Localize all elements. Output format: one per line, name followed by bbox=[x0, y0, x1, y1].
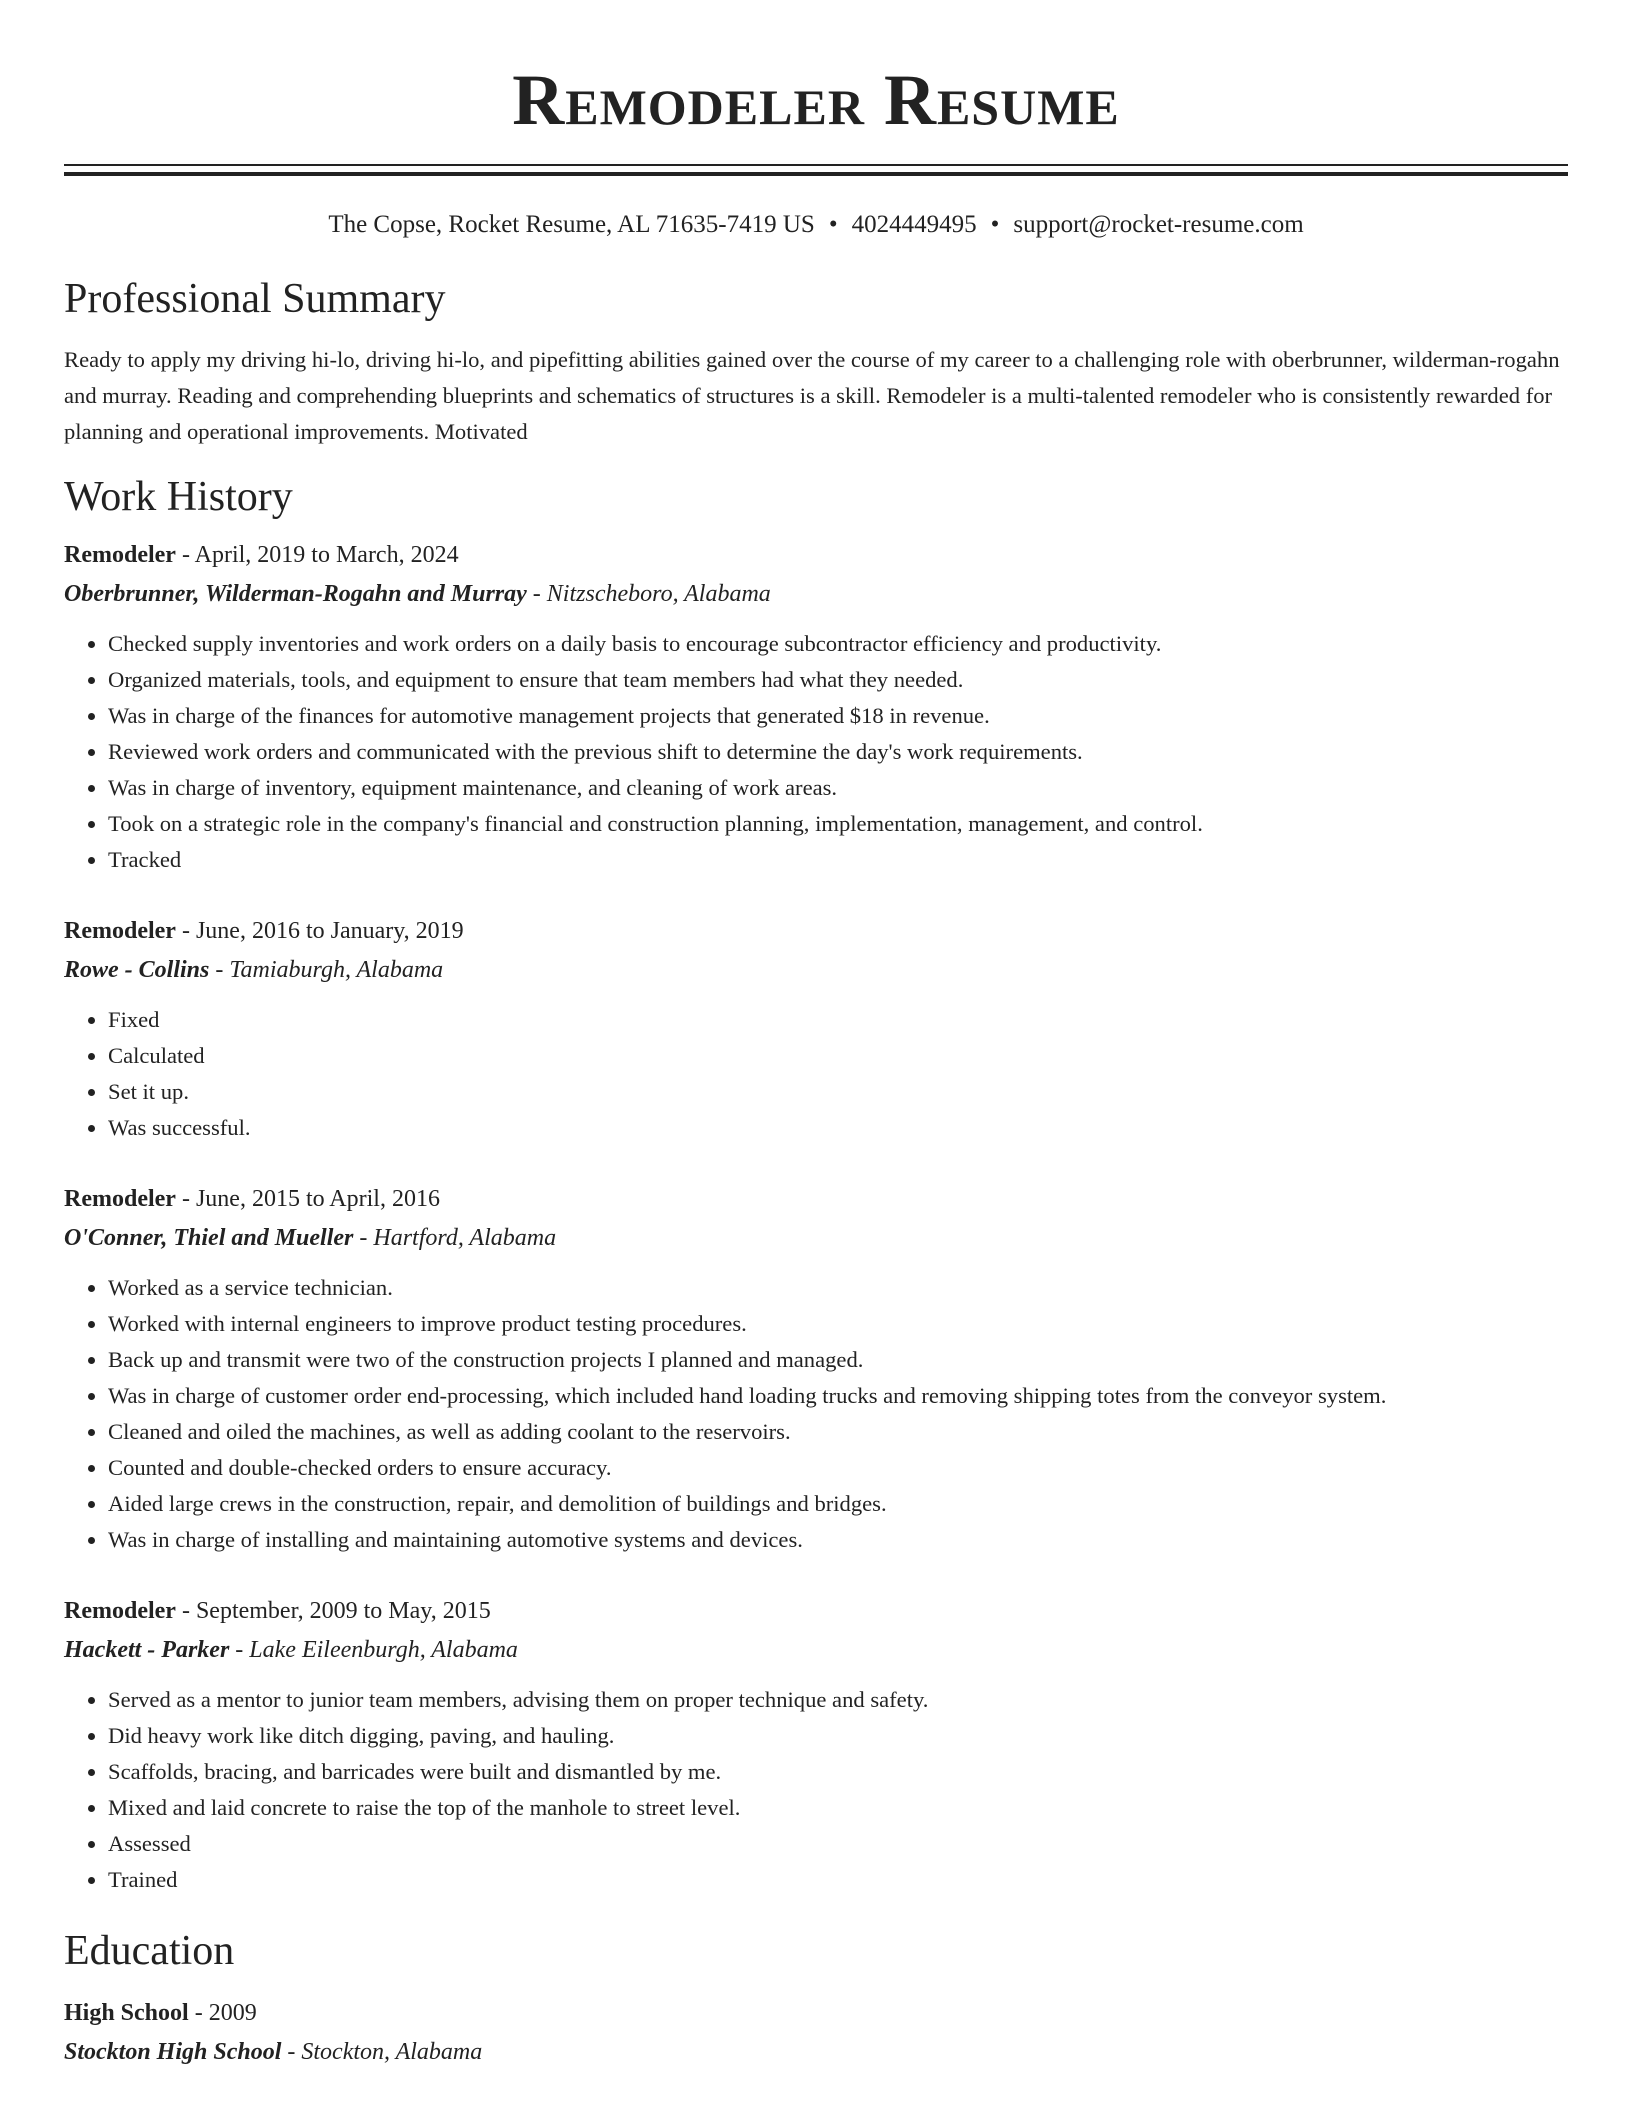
bullet-item: • Counted and double-checked orders to ensure accuracy. bbox=[108, 1450, 1568, 1486]
contact-line bbox=[64, 210, 1568, 240]
job-dates: - September, 2009 to May, 2015 bbox=[181, 1598, 491, 1624]
work-history-heading: Work History bbox=[64, 474, 293, 520]
bullet-item: • Cleaned and oiled the machines, as well as adding coolant to the reservoirs. bbox=[108, 1414, 1568, 1450]
bullet-item: • Reviewed work orders and communicated with the previous shift to determine the day's work requirements. bbox=[108, 734, 1568, 770]
contact-phone: 4024449495 bbox=[851, 211, 977, 238]
job-entry bbox=[64, 536, 1568, 878]
bullet-item: • Mixed and laid concrete to raise the top of the manhole to street level. bbox=[108, 1790, 1568, 1826]
company-name: Rowe - Collins bbox=[64, 957, 210, 983]
bullet-item: • Worked with internal engineers to improve product testing procedures. bbox=[108, 1306, 1568, 1342]
bullet-item: • Worked as a service technician. bbox=[108, 1270, 1568, 1306]
company-location: - Nitzscheboro, Alabama bbox=[532, 581, 771, 607]
company-line bbox=[64, 575, 1568, 614]
bullet-item: • Trained bbox=[108, 1862, 1568, 1898]
job-bullets bbox=[64, 1682, 1568, 1898]
company-line bbox=[64, 1219, 1568, 1258]
job-title-line bbox=[64, 1592, 1568, 1631]
company-name: O'Conner, Thiel and Mueller bbox=[64, 1225, 354, 1251]
bullet-item: • Was in charge of installing and maintaining automotive systems and devices. bbox=[108, 1522, 1568, 1558]
bullet-item: • Was in charge of customer order end-processing, which included hand loading trucks and removing shipping totes from the conveyor system. bbox=[108, 1378, 1568, 1414]
degree-year: - 2009 bbox=[194, 2000, 257, 2026]
company-name: Oberbrunner, Wilderman-Rogahn and Murray bbox=[64, 581, 527, 607]
education-heading: Education bbox=[64, 1928, 235, 1974]
bullet-item: • Set it up. bbox=[108, 1074, 1568, 1110]
bullet-item: • Was in charge of inventory, equipment maintenance, and cleaning of work areas. bbox=[108, 770, 1568, 806]
bullet-item: • Organized materials, tools, and equipment to ensure that team members had what they needed. bbox=[108, 662, 1568, 698]
title-divider-thick bbox=[64, 172, 1568, 176]
bullet-item: • Served as a mentor to junior team members, advising them on proper technique and safety. bbox=[108, 1682, 1568, 1718]
job-title-line bbox=[64, 912, 1568, 951]
contact-separator: • bbox=[990, 211, 1000, 238]
job-title-line bbox=[64, 536, 1568, 575]
contact-address: The Copse, Rocket Resume, AL 71635-7419 US bbox=[328, 211, 815, 238]
job-title: Remodeler bbox=[64, 542, 176, 568]
bullet-item: • Assessed bbox=[108, 1826, 1568, 1862]
job-title: Remodeler bbox=[64, 1598, 176, 1624]
summary-text: Ready to apply my driving hi-lo, driving hi-lo, and pipefitting abilities gained over the course of my career to a challenging role with oberbrunner, wilderman-rogahn and murray. Reading and comprehending blueprints and schematics of structures is a skill. Remodeler is a multi-talented remodeler who is consistently rewarded for planning and operational improvements. Motivated bbox=[64, 347, 1560, 444]
bullet-item: • Was in charge of the finances for automotive management projects that generated $18 in revenue. bbox=[108, 698, 1568, 734]
bullet-item: • Was successful. bbox=[108, 1110, 1568, 1146]
resume-title: Remodeler Resume bbox=[512, 60, 1120, 140]
job-entry bbox=[64, 1592, 1568, 1898]
contact-separator: • bbox=[828, 211, 838, 238]
degree-name: High School bbox=[64, 2000, 189, 2026]
degree-line bbox=[64, 1994, 1568, 2033]
bullet-item: • Calculated bbox=[108, 1038, 1568, 1074]
education-entry bbox=[64, 1994, 1568, 2072]
company-line bbox=[64, 1631, 1568, 1670]
job-title: Remodeler bbox=[64, 1186, 176, 1212]
contact-email[interactable]: support@rocket-resume.com bbox=[1013, 211, 1304, 238]
company-location: - Tamiaburgh, Alabama bbox=[215, 957, 444, 983]
school-line bbox=[64, 2033, 1568, 2072]
job-dates: - June, 2016 to January, 2019 bbox=[181, 918, 464, 944]
bullet-item: • Fixed bbox=[108, 1002, 1568, 1038]
bullet-item: • Did heavy work like ditch digging, paving, and hauling. bbox=[108, 1718, 1568, 1754]
bullet-item: • Aided large crews in the construction, repair, and demolition of buildings and bridges. bbox=[108, 1486, 1568, 1522]
job-bullets bbox=[64, 626, 1568, 878]
school-location: - Stockton, Alabama bbox=[287, 2039, 483, 2065]
job-title-line bbox=[64, 1180, 1568, 1219]
company-name: Hackett - Parker bbox=[64, 1637, 230, 1663]
job-list bbox=[64, 536, 1568, 1898]
company-location: - Hartford, Alabama bbox=[359, 1225, 557, 1251]
summary-heading: Professional Summary bbox=[64, 276, 446, 322]
bullet-item: • Back up and transmit were two of the construction projects I planned and managed. bbox=[108, 1342, 1568, 1378]
job-entry bbox=[64, 1180, 1568, 1558]
company-location: - Lake Eileenburgh, Alabama bbox=[235, 1637, 518, 1663]
job-dates: - April, 2019 to March, 2024 bbox=[181, 542, 459, 568]
bullet-item: • Tracked bbox=[108, 842, 1568, 878]
job-bullets bbox=[64, 1002, 1568, 1146]
title-divider-thin bbox=[64, 164, 1568, 166]
job-title: Remodeler bbox=[64, 918, 176, 944]
job-bullets bbox=[64, 1270, 1568, 1558]
resume-page bbox=[64, 0, 1568, 2072]
job-entry bbox=[64, 912, 1568, 1146]
bullet-item: • Checked supply inventories and work orders on a daily basis to encourage subcontractor efficiency and productivity. bbox=[108, 626, 1568, 662]
bullet-item: • Scaffolds, bracing, and barricades were built and dismantled by me. bbox=[108, 1754, 1568, 1790]
school-name: Stockton High School bbox=[64, 2039, 282, 2065]
job-dates: - June, 2015 to April, 2016 bbox=[181, 1186, 440, 1212]
company-line bbox=[64, 951, 1568, 990]
bullet-item: • Took on a strategic role in the company's financial and construction planning, implementation, management, and control. bbox=[108, 806, 1568, 842]
